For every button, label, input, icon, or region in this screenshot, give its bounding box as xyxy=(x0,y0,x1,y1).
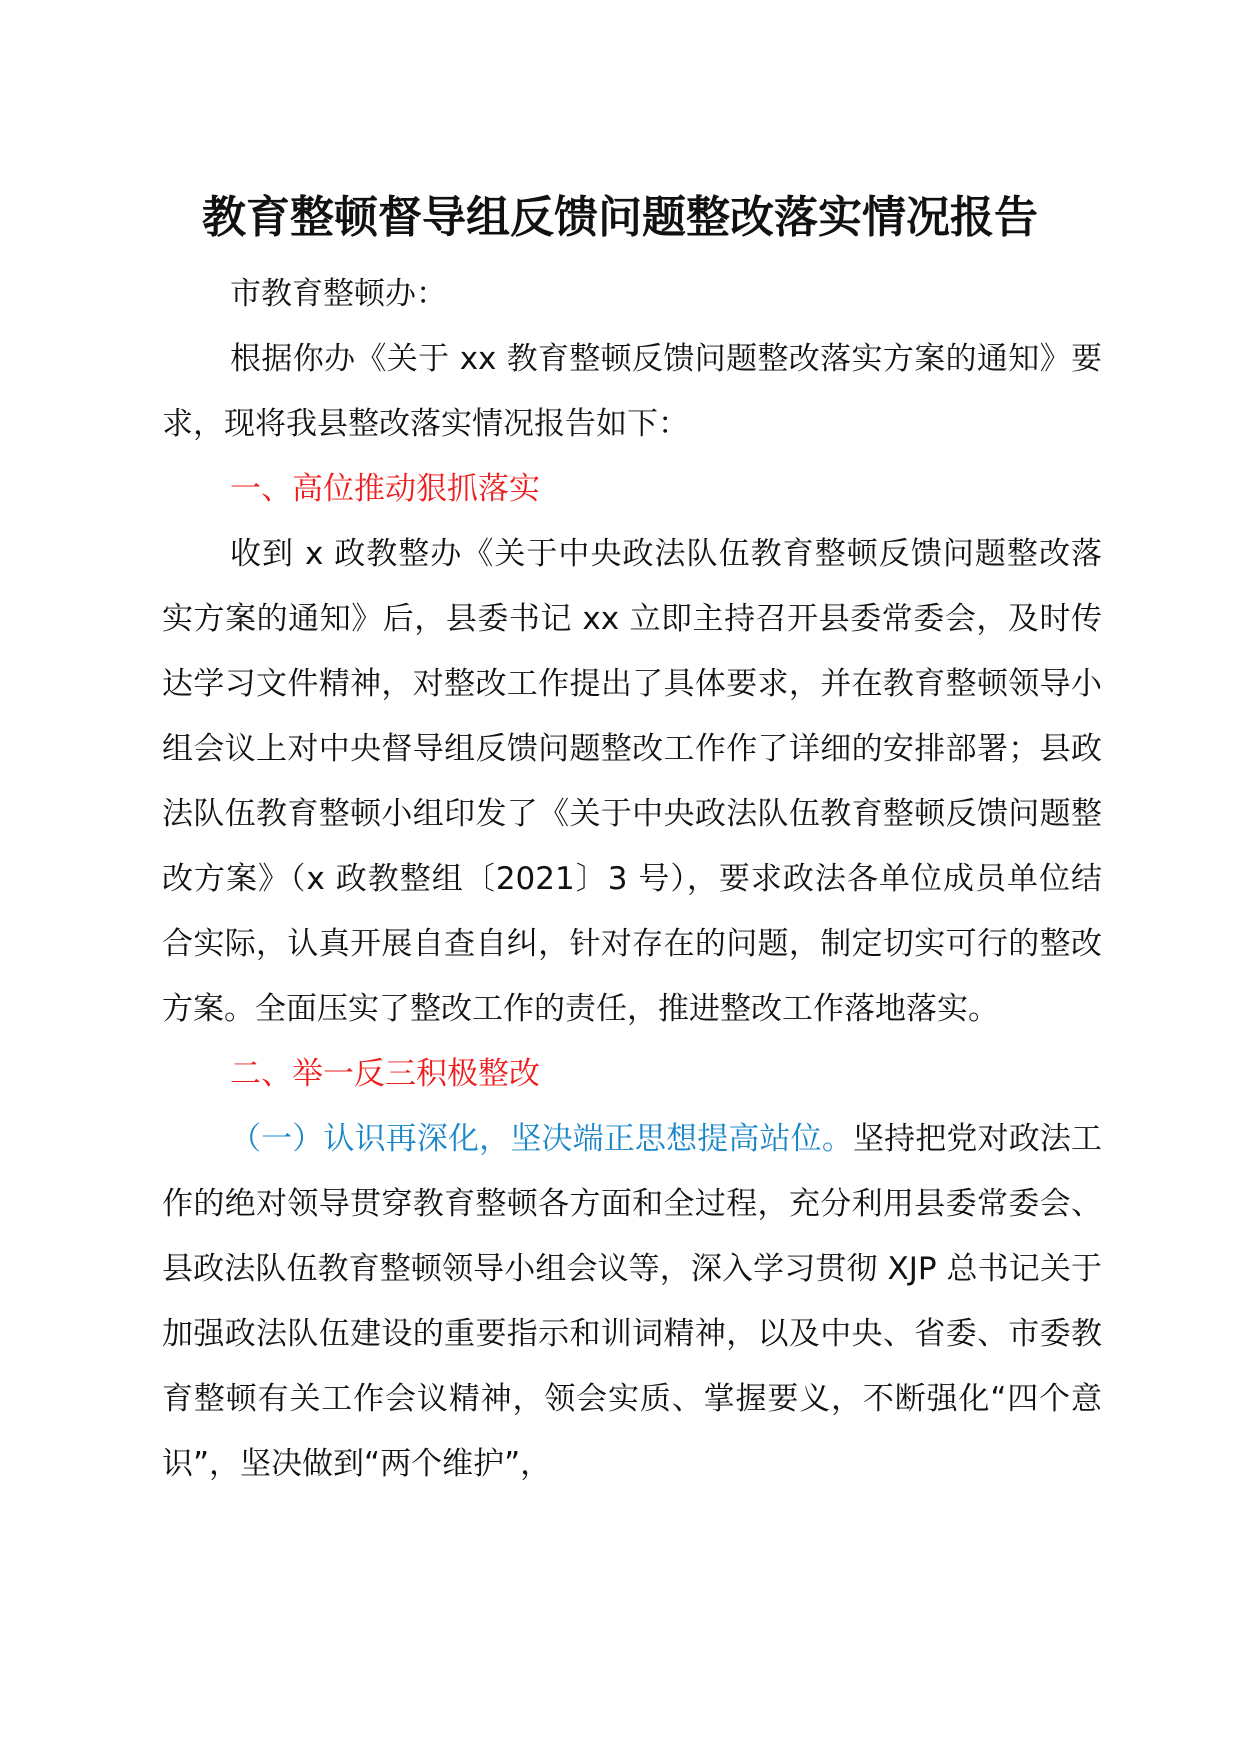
section-2-sub-1-paragraph xyxy=(162,1107,1102,1497)
section-1-heading: 一、高位推动狠抓落实 xyxy=(230,471,540,507)
intro-paragraph: 根据你办《关于 xx 教育整顿反馈问题整改落实方案的通知》要求，现将我县整改落实情况报告如下： xyxy=(162,341,1102,442)
section-2-sub-1-body: 坚持把党对政法工作的绝对领导贯穿教育整顿各方面和全过程，充分利用县委常委会、县政法队伍教育整顿领导小组会议等，深入学习贯彻 XJP 总书记关于加强政法队伍建设的重要指示和训词精神，以及中央、省委、市委教育整顿有关工作会议精神，领会实质、掌握要义，不断强化“四个意识”，坚决做到“两个维护”， xyxy=(162,1121,1103,1482)
document-body xyxy=(162,262,1102,1497)
section-2-heading: 二、举一反三积极整改 xyxy=(230,1056,540,1092)
document-title: 教育整顿督导组反馈问题整改落实情况报告 xyxy=(202,192,1038,243)
section-2-sub-1-heading: （一）认识再深化，坚决端正思想提高站位。 xyxy=(230,1121,853,1157)
salutation: 市教育整顿办： xyxy=(230,276,447,312)
section-1-paragraph: 收到 x 政教整办《关于中央政法队伍教育整顿反馈问题整改落实方案的通知》后，县委书记 xx 立即主持召开县委常委会，及时传达学习文件精神，对整改工作提出了具体要求，并在教育整顿领导小组会议上对中央督导组反馈问题整改工作作了详细的安排部署；县政法队伍教育整顿小组印发了《关于中央政法队伍教育整顿反馈问题整改方案》（x 政教整组〔2021〕3 号），要求政法各单位成员单位结合实际，认真开展自查自纠，针对存在的问题，制定切实可行的整改方案。全面压实了整改工作的责任，推进整改工作落地落实。 xyxy=(162,536,1102,1027)
